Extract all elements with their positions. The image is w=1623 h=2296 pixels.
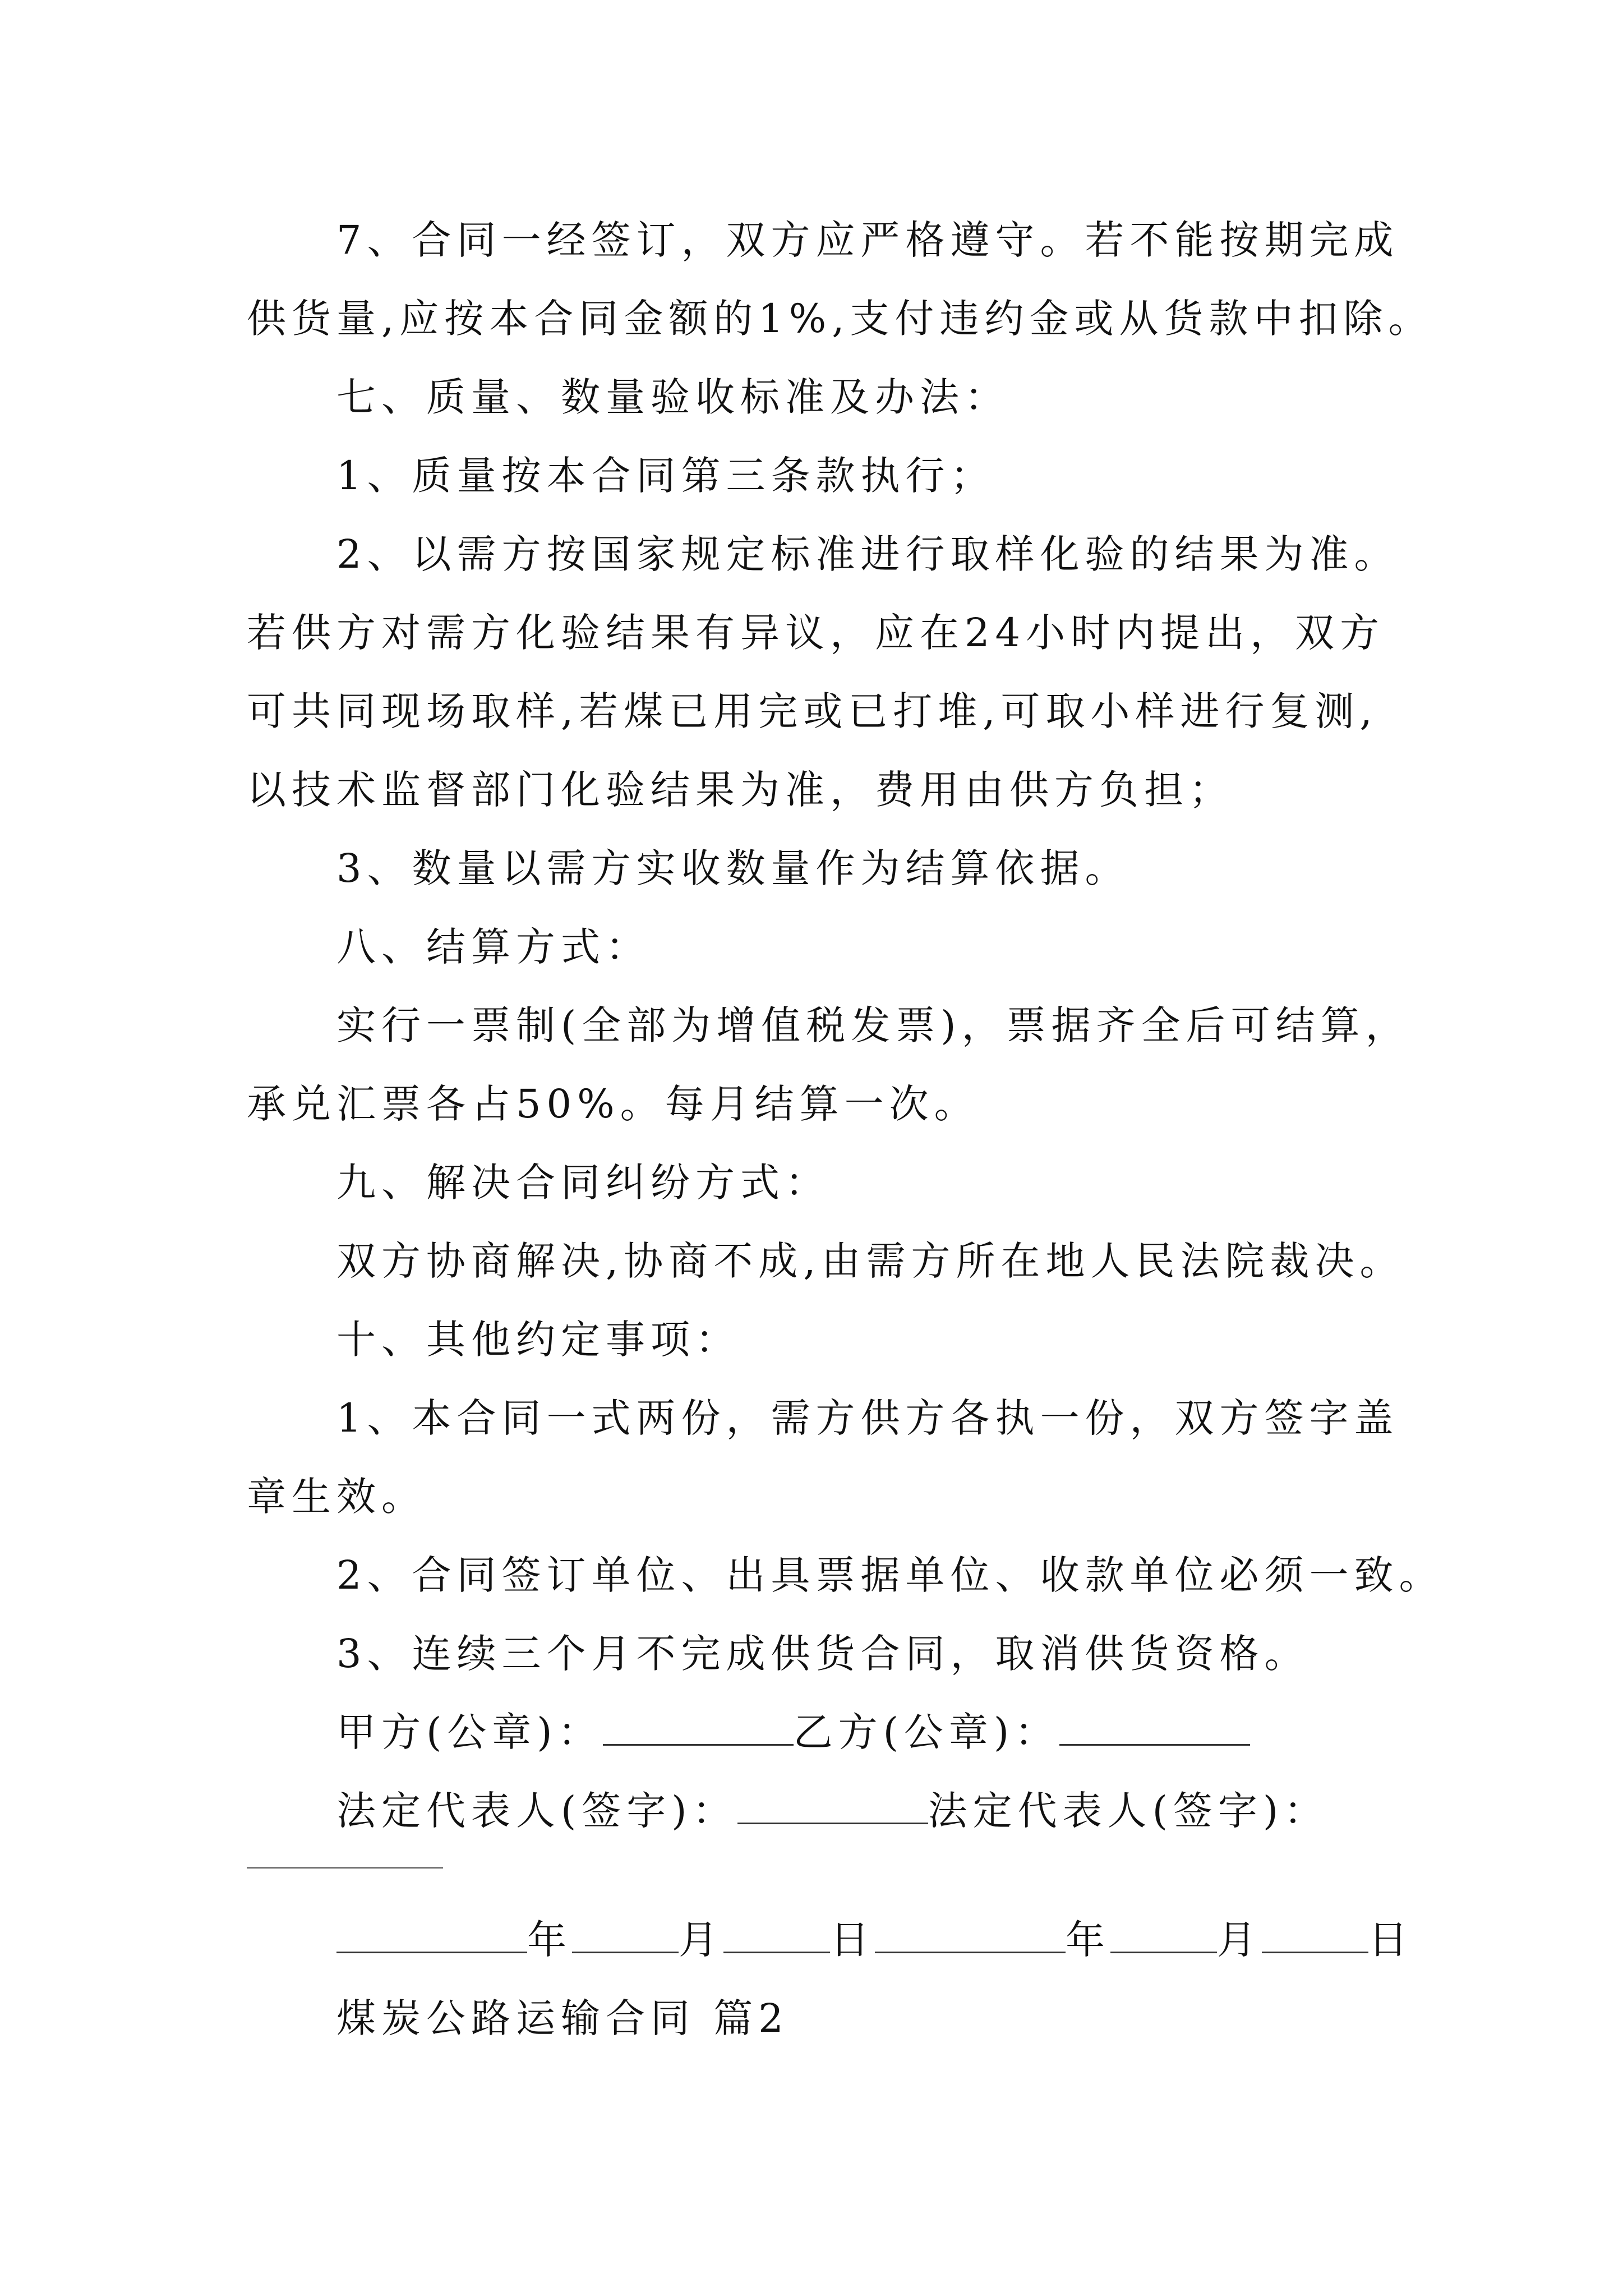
rep-b-label: 法定代表人(签字)： <box>928 1788 1329 1834</box>
other-clause-3: 3、连续三个月不完成供货合同，取消供货资格。 <box>336 1631 1310 1677</box>
day-a-blank[interactable] <box>723 1918 830 1953</box>
year-a-blank[interactable] <box>336 1918 527 1953</box>
date-line <box>336 1915 1413 1965</box>
quality-clause-2-line-1: 2、以需方按国家规定标准进行取样化验的结果为准。 <box>336 531 1399 577</box>
rep-a-blank[interactable] <box>737 1789 928 1824</box>
section-7-heading: 七、质量、数量验收标准及办法： <box>336 374 1009 420</box>
year-b-blank[interactable] <box>875 1918 1066 1953</box>
month-b-label: 月 <box>1217 1917 1262 1963</box>
representative-signature-line <box>336 1786 1329 1836</box>
settlement-line-2: 承兑汇票各占50%。每月结算一次。 <box>247 1081 979 1127</box>
party-b-seal-blank[interactable] <box>1059 1710 1250 1746</box>
settlement-line-1: 实行一票制(全部为增值税发票)，票据齐全后可结算， <box>336 1002 1410 1048</box>
party-b-seal-label: 乙方(公章)： <box>793 1709 1060 1755</box>
month-a-blank[interactable] <box>572 1918 679 1953</box>
year-a-label: 年 <box>527 1917 572 1963</box>
clause-7-line-1: 7、合同一经签订，双方应严格遵守。若不能按期完成 <box>336 217 1399 263</box>
quality-clause-1: 1、质量按本合同第三条款执行； <box>336 453 995 499</box>
day-b-label: 日 <box>1368 1917 1413 1963</box>
rep-b-blank[interactable] <box>247 1867 443 1869</box>
next-contract-heading: 煤炭公路运输合同 篇2 <box>336 1995 789 2041</box>
section-9-heading: 九、解决合同纠纷方式： <box>336 1159 830 1205</box>
quantity-clause-3: 3、数量以需方实收数量作为结算依据。 <box>336 845 1130 891</box>
clause-7-line-2: 供货量,应按本合同金额的1%,支付违约金或从货款中扣除。 <box>247 296 1433 342</box>
dispute-clause: 双方协商解决,协商不成,由需方所在地人民法院裁决。 <box>336 1238 1405 1284</box>
quality-clause-2-line-2: 若供方对需方化验结果有异议，应在24小时内提出，双方 <box>247 610 1385 656</box>
month-b-blank[interactable] <box>1110 1918 1217 1953</box>
quality-clause-2-line-4: 以技术监督部门化验结果为准，费用由供方负担； <box>247 767 1234 813</box>
section-8-heading: 八、结算方式： <box>336 924 651 970</box>
party-seal-line <box>336 1707 1250 1757</box>
other-clause-1-line-2: 章生效。 <box>247 1474 426 1520</box>
other-clause-2: 2、合同签订单位、出具票据单位、收款单位必须一致。 <box>336 1552 1444 1598</box>
month-a-label: 月 <box>679 1917 723 1963</box>
party-a-seal-blank[interactable] <box>603 1710 794 1746</box>
day-a-label: 日 <box>830 1917 875 1963</box>
rep-a-label: 法定代表人(签字)： <box>336 1788 737 1834</box>
section-10-heading: 十、其他约定事项： <box>336 1317 740 1363</box>
party-a-seal-label: 甲方(公章)： <box>336 1709 603 1755</box>
day-b-blank[interactable] <box>1262 1918 1368 1953</box>
quality-clause-2-line-3: 可共同现场取样,若煤已用完或已打堆,可取小样进行复测, <box>247 688 1378 734</box>
other-clause-1-line-1: 1、本合同一式两份，需方供方各执一份，双方签字盖 <box>336 1395 1399 1441</box>
year-b-label: 年 <box>1066 1917 1110 1963</box>
